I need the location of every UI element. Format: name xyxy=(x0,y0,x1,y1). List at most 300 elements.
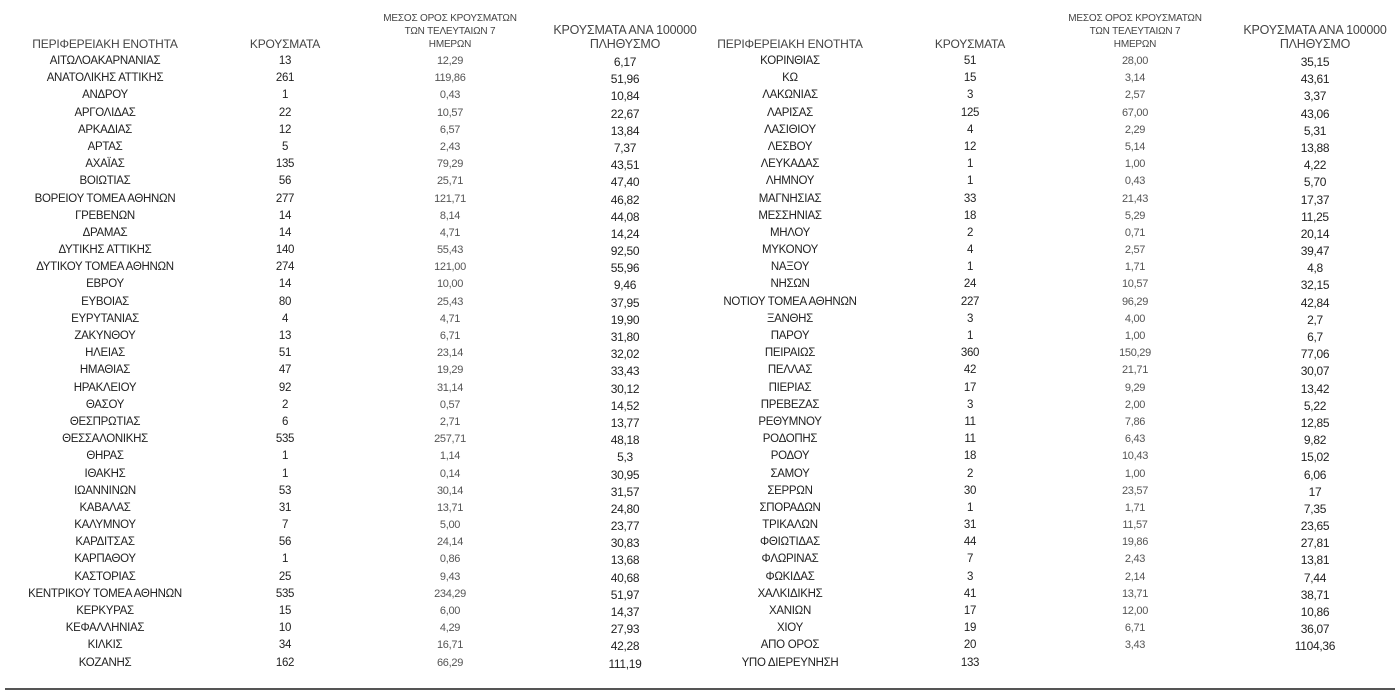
table-row xyxy=(705,518,1400,535)
right-table-header xyxy=(705,6,1400,54)
per100k-cell: 36,07 xyxy=(1300,622,1330,637)
per100k-cell: 51,97 xyxy=(610,587,640,602)
avg7-cell: 257,71 xyxy=(434,433,466,446)
cases-cell: 227 xyxy=(960,295,980,308)
table-row xyxy=(0,656,705,673)
region-cell: ΒΟΙΩΤΙΑΣ xyxy=(79,175,131,188)
cases-cell: 274 xyxy=(275,261,295,274)
cases-cell: 25 xyxy=(278,570,292,583)
region-cell: ΜΗΛΟΥ xyxy=(769,226,811,239)
region-cell: ΙΘΑΚΗΣ xyxy=(84,467,126,480)
table-row xyxy=(705,346,1400,363)
avg7-cell: 13,71 xyxy=(436,501,464,514)
per100k-cell: 5,22 xyxy=(1303,398,1327,413)
right-table xyxy=(705,6,1400,673)
avg7-cell: 1,71 xyxy=(1124,501,1146,514)
avg7-cell: 1,00 xyxy=(1124,158,1146,171)
per100k-cell: 6,7 xyxy=(1307,330,1323,344)
avg7-cell: 1,00 xyxy=(1124,467,1146,480)
table-row xyxy=(0,54,705,71)
region-cell: ΖΑΚΥΝΘΟΥ xyxy=(74,330,136,342)
avg7-cell: 25,71 xyxy=(436,175,464,188)
bottom-rule xyxy=(5,688,1395,690)
cases-cell: 4 xyxy=(966,123,974,136)
per100k-cell: 7,35 xyxy=(1303,501,1327,516)
table-row xyxy=(705,604,1400,621)
avg7-cell: 12,00 xyxy=(1121,605,1149,617)
avg7-cell: 4,71 xyxy=(439,312,461,325)
region-cell: ΠΕΛΛΑΣ xyxy=(767,364,813,377)
avg7-cell: 13,71 xyxy=(1121,587,1149,600)
avg7-cell: 5,00 xyxy=(439,519,461,532)
per100k-cell: 30,83 xyxy=(610,536,640,551)
per100k-cell: 14,52 xyxy=(610,398,640,413)
cases-cell: 14 xyxy=(278,226,292,239)
header-cases: ΚΡΟΥΣΜΑΤΑ xyxy=(934,37,1006,51)
avg7-cell: 0,71 xyxy=(1124,226,1146,239)
table-row xyxy=(705,552,1400,569)
left-table xyxy=(0,6,705,673)
per100k-cell: 46,82 xyxy=(610,192,640,207)
cases-cell: 15 xyxy=(278,605,292,617)
avg7-cell: 31,14 xyxy=(436,381,464,394)
table-row xyxy=(705,432,1400,449)
cases-cell: 12 xyxy=(278,123,292,136)
per100k-cell: 51,96 xyxy=(610,72,640,87)
avg7-cell: 2,29 xyxy=(1124,123,1146,136)
table-row xyxy=(705,192,1400,209)
avg7-cell: 11,57 xyxy=(1122,519,1148,532)
per100k-cell: 24,80 xyxy=(610,501,640,516)
avg7-cell: 79,29 xyxy=(436,158,464,171)
table-row xyxy=(705,174,1400,191)
cases-cell: 2 xyxy=(966,467,974,480)
table-row xyxy=(705,71,1400,88)
per100k-cell: 30,07 xyxy=(1300,364,1330,379)
region-cell: ΘΗΡΑΣ xyxy=(86,450,124,463)
per100k-cell: 39,47 xyxy=(1300,244,1330,259)
cases-cell: 31 xyxy=(278,501,292,514)
region-cell: ΛΕΣΒΟΥ xyxy=(767,140,813,153)
region-cell: ΦΩΚΙΔΑΣ xyxy=(765,570,815,583)
per100k-cell: 13,77 xyxy=(610,415,640,430)
cases-cell: 92 xyxy=(278,381,292,394)
region-cell: ΚΕΝΤΡΙΚΟΥ ΤΟΜΕΑ ΑΘΗΝΩΝ xyxy=(28,587,182,600)
cases-cell: 42 xyxy=(963,364,977,377)
avg7-cell: 28,00 xyxy=(1121,55,1149,67)
cases-cell: 3 xyxy=(966,398,974,411)
per100k-cell: 27,93 xyxy=(610,622,640,637)
region-cell: ΚΟΖΑΝΗΣ xyxy=(78,656,132,669)
region-cell: ΑΡΚΑΔΙΑΣ xyxy=(78,123,132,136)
region-cell: ΒΟΡΕΙΟΥ ΤΟΜΕΑ ΑΘΗΝΩΝ xyxy=(34,192,176,205)
table-row xyxy=(705,381,1400,398)
avg7-cell: 2,00 xyxy=(1124,398,1146,411)
cases-cell: 30 xyxy=(963,484,977,497)
region-cell: ΔΥΤΙΚΟΥ ΤΟΜΕΑ ΑΘΗΝΩΝ xyxy=(36,261,174,274)
region-cell: ΧΙΟΥ xyxy=(777,622,803,635)
table-row xyxy=(705,501,1400,518)
per100k-cell: 27,81 xyxy=(1300,536,1330,551)
cases-cell: 47 xyxy=(278,364,292,377)
header-cases: ΚΡΟΥΣΜΑΤΑ xyxy=(249,37,321,51)
per100k-cell: 7,37 xyxy=(613,140,637,155)
region-cell: ΚΑΡΠΑΘΟΥ xyxy=(74,553,136,566)
per100k-cell: 6,06 xyxy=(1303,467,1327,482)
cases-cell: 18 xyxy=(963,209,977,222)
table-row xyxy=(0,449,705,466)
region-cell: ΣΠΟΡΑΔΩΝ xyxy=(759,501,821,514)
region-cell: ΞΑΝΘΗΣ xyxy=(766,312,813,325)
cases-cell: 56 xyxy=(278,175,292,188)
avg7-cell: 4,71 xyxy=(439,226,461,239)
per100k-cell: 6,17 xyxy=(613,55,637,69)
avg7-cell: 23,14 xyxy=(436,347,464,360)
per100k-cell: 32,02 xyxy=(610,347,640,362)
cases-cell: 41 xyxy=(963,587,977,600)
table-row xyxy=(0,587,705,604)
region-cell: ΠΡΕΒΕΖΑΣ xyxy=(760,398,820,411)
header-avg7: ΜΕΣΟΣ ΟΡΟΣ ΚΡΟΥΣΜΑΤΩΝ ΤΩΝ ΤΕΛΕΥΤΑΙΩΝ 7 ΗΜΕΡΩΝ xyxy=(383,13,517,50)
per100k-cell: 23,77 xyxy=(610,519,640,534)
avg7-cell: 6,57 xyxy=(439,123,461,136)
table-row xyxy=(0,329,705,346)
avg7-cell: 2,57 xyxy=(1124,89,1146,102)
per100k-cell: 55,96 xyxy=(610,261,640,276)
cases-cell: 162 xyxy=(275,656,295,669)
cases-cell: 56 xyxy=(278,536,292,549)
cases-cell: 1 xyxy=(966,158,974,171)
per100k-cell: 38,71 xyxy=(1300,587,1330,602)
cases-cell: 53 xyxy=(278,484,292,497)
cases-cell: 19 xyxy=(963,622,977,635)
per100k-cell: 17 xyxy=(1308,484,1322,499)
table-row xyxy=(705,157,1400,174)
cases-cell: 15 xyxy=(963,72,977,85)
region-cell: ΦΛΩΡΙΝΑΣ xyxy=(761,553,819,566)
avg7-cell: 2,57 xyxy=(1124,244,1146,257)
cases-cell: 80 xyxy=(278,295,292,308)
per100k-cell: 43,61 xyxy=(1300,72,1330,87)
per100k-cell: 44,08 xyxy=(610,209,640,224)
table-row xyxy=(705,587,1400,604)
cases-cell: 133 xyxy=(960,656,980,669)
table-row xyxy=(705,329,1400,346)
table-row xyxy=(705,243,1400,260)
table-row xyxy=(0,398,705,415)
avg7-cell: 4,00 xyxy=(1124,312,1146,325)
table-row xyxy=(0,123,705,140)
per100k-cell: 30,12 xyxy=(610,381,640,396)
table-row xyxy=(0,277,705,294)
avg7-cell: 6,43 xyxy=(1124,433,1146,446)
table-row xyxy=(0,638,705,655)
table-row xyxy=(705,226,1400,243)
per100k-cell: 9,82 xyxy=(1303,433,1327,448)
avg7-cell: 6,71 xyxy=(1124,622,1146,635)
per100k-cell: 4,22 xyxy=(1303,158,1327,173)
region-cell: ΗΛΕΙΑΣ xyxy=(85,347,125,360)
cases-cell: 11 xyxy=(964,415,976,428)
avg7-cell: 21,71 xyxy=(1121,364,1149,377)
cases-cell: 1 xyxy=(281,553,289,566)
per100k-cell: 13,68 xyxy=(610,553,640,568)
cases-cell: 4 xyxy=(281,312,289,325)
per100k-cell: 2,7 xyxy=(1307,312,1323,327)
avg7-cell: 0,43 xyxy=(1124,175,1146,188)
per100k-cell: 19,90 xyxy=(610,312,640,327)
region-cell: ΚΑΡΔΙΤΣΑΣ xyxy=(75,536,135,549)
region-cell: ΣΕΡΡΩΝ xyxy=(767,484,813,497)
avg7-cell: 8,14 xyxy=(439,209,461,222)
avg7-cell: 96,29 xyxy=(1121,295,1149,308)
table-row xyxy=(0,226,705,243)
avg7-cell: 10,00 xyxy=(436,278,464,291)
region-cell: ΑΝΔΡΟΥ xyxy=(82,89,128,102)
avg7-cell: 3,43 xyxy=(1124,639,1146,652)
table-row xyxy=(705,449,1400,466)
region-cell: ΘΕΣΠΡΩΤΙΑΣ xyxy=(69,415,141,428)
cases-cell: 34 xyxy=(278,639,292,652)
per100k-cell: 13,81 xyxy=(1300,553,1330,568)
cases-cell: 1 xyxy=(281,467,289,480)
per100k-cell: 32,15 xyxy=(1300,278,1330,293)
avg7-cell: 16,71 xyxy=(436,639,464,652)
avg7-cell: 30,14 xyxy=(436,484,464,497)
region-cell: ΑΡΓΟΛΙΔΑΣ xyxy=(74,106,136,119)
region-cell: ΚΕΦΑΛΛΗΝΙΑΣ xyxy=(65,622,145,635)
cases-cell: 3 xyxy=(966,89,974,102)
region-cell: ΜΑΓΝΗΣΙΑΣ xyxy=(758,192,822,205)
region-cell: ΜΕΣΣΗΝΙΑΣ xyxy=(758,209,822,222)
avg7-cell: 2,14 xyxy=(1124,570,1146,583)
region-cell: ΝΑΞΟΥ xyxy=(770,261,810,274)
avg7-cell: 9,43 xyxy=(439,570,461,583)
region-cell: ΧΑΛΚΙΔΙΚΗΣ xyxy=(757,587,823,600)
per100k-cell: 12,85 xyxy=(1300,415,1330,430)
table-row xyxy=(0,363,705,380)
cases-cell: 1 xyxy=(281,89,289,102)
header-region: ΠΕΡΙΦΕΡΕΙΑΚΗ ΕΝΟΤΗΤΑ xyxy=(717,37,863,51)
avg7-cell: 121,71 xyxy=(434,192,466,205)
per100k-cell: 23,65 xyxy=(1300,519,1330,534)
avg7-cell: 5,14 xyxy=(1124,140,1146,153)
table-row xyxy=(0,518,705,535)
cases-cell: 6 xyxy=(281,415,289,428)
per100k-cell: 22,67 xyxy=(610,106,640,121)
table-row xyxy=(705,209,1400,226)
region-cell: ΡΟΔΟΥ xyxy=(770,450,810,463)
per100k-cell: 31,57 xyxy=(610,484,640,499)
avg7-cell: 19,86 xyxy=(1121,536,1149,549)
cases-cell: 14 xyxy=(278,209,292,222)
per100k-cell: 5,3 xyxy=(617,450,633,465)
cases-cell: 17 xyxy=(963,381,977,394)
table-row xyxy=(705,140,1400,157)
table-row xyxy=(0,243,705,260)
cases-cell: 31 xyxy=(963,519,977,532)
per100k-cell: 9,46 xyxy=(613,278,637,293)
region-cell: ΑΠΟ ΟΡΟΣ xyxy=(760,639,820,652)
per100k-cell: 37,95 xyxy=(610,295,640,310)
avg7-cell: 10,43 xyxy=(1121,450,1149,463)
header-region: ΠΕΡΙΦΕΡΕΙΑΚΗ ΕΝΟΤΗΤΑ xyxy=(32,37,178,51)
avg7-cell: 9,29 xyxy=(1124,381,1146,394)
region-cell: ΗΜΑΘΙΑΣ xyxy=(79,364,131,377)
cases-cell: 51 xyxy=(278,347,292,360)
table-row xyxy=(705,656,1400,673)
per100k-cell: 13,42 xyxy=(1300,381,1330,396)
per100k-cell: 10,86 xyxy=(1300,605,1330,619)
per100k-cell: 43,51 xyxy=(610,158,640,173)
per100k-cell: 14,37 xyxy=(610,605,640,619)
region-cell: ΑΝΑΤΟΛΙΚΗΣ ΑΤΤΙΚΗΣ xyxy=(46,72,164,85)
table-row xyxy=(705,535,1400,552)
avg7-cell: 12,29 xyxy=(436,55,464,67)
avg7-cell: 5,29 xyxy=(1124,209,1146,222)
region-cell: ΚΙΛΚΙΣ xyxy=(87,639,123,652)
table-row xyxy=(0,140,705,157)
per100k-cell: 43,06 xyxy=(1300,106,1330,121)
avg7-cell: 19,29 xyxy=(436,364,464,377)
table-row xyxy=(0,157,705,174)
table-row xyxy=(0,312,705,329)
per100k-cell: 10,84 xyxy=(610,89,640,104)
cases-cell: 4 xyxy=(966,244,974,257)
region-cell: ΜΥΚΟΝΟΥ xyxy=(762,244,818,257)
avg7-cell: 7,86 xyxy=(1124,415,1146,428)
per100k-cell: 5,31 xyxy=(1303,123,1327,138)
avg7-cell: 2,71 xyxy=(439,415,461,428)
cases-cell: 5 xyxy=(281,140,289,153)
table-row xyxy=(0,552,705,569)
per100k-cell: 48,18 xyxy=(610,433,640,448)
region-cell: ΛΑΣΙΘΙΟΥ xyxy=(764,123,816,136)
table-row xyxy=(0,467,705,484)
cases-cell: 18 xyxy=(963,450,977,463)
per100k-cell: 20,14 xyxy=(1300,226,1330,241)
table-row xyxy=(705,295,1400,312)
avg7-cell: 234,29 xyxy=(434,587,466,600)
cases-cell: 12 xyxy=(963,140,977,153)
cases-cell: 2 xyxy=(281,398,289,411)
table-row xyxy=(705,415,1400,432)
left-table-body xyxy=(0,54,705,673)
table-row xyxy=(705,54,1400,71)
right-table-body xyxy=(705,54,1400,673)
region-cell: ΧΑΝΙΩΝ xyxy=(769,605,811,617)
cases-cell: 1 xyxy=(966,501,974,514)
cases-cell: 13 xyxy=(278,330,292,342)
avg7-cell: 3,14 xyxy=(1124,72,1146,85)
avg7-cell: 10,57 xyxy=(1121,278,1149,291)
cases-cell: 7 xyxy=(281,519,289,532)
cases-cell: 22 xyxy=(278,106,292,119)
cases-cell: 10 xyxy=(278,622,292,635)
per100k-cell: 15,02 xyxy=(1300,450,1330,465)
cases-cell: 13 xyxy=(278,55,292,67)
table-row xyxy=(0,71,705,88)
avg7-cell: 10,57 xyxy=(436,106,464,119)
avg7-cell: 4,29 xyxy=(439,622,461,635)
region-cell: ΑΙΤΩΛΟΑΚΑΡΝΑΝΙΑΣ xyxy=(49,55,161,67)
cases-cell: 33 xyxy=(963,192,977,205)
region-cell: ΚΑΒΑΛΑΣ xyxy=(79,501,131,514)
avg7-cell: 6,00 xyxy=(439,605,461,617)
avg7-cell: 0,86 xyxy=(439,553,461,566)
avg7-cell: 1,71 xyxy=(1124,261,1146,274)
avg7-cell: 6,71 xyxy=(439,330,461,342)
region-cell: ΤΡΙΚΑΛΩΝ xyxy=(762,519,818,532)
table-row xyxy=(0,295,705,312)
cases-cell: 125 xyxy=(960,106,980,119)
table-row xyxy=(0,106,705,123)
cases-cell: 2 xyxy=(966,226,974,239)
region-cell: ΚΑΛΥΜΝΟΥ xyxy=(74,519,136,532)
avg7-cell: 25,43 xyxy=(436,295,464,308)
avg7-cell: 119,86 xyxy=(434,72,466,85)
table-row xyxy=(705,638,1400,655)
per100k-cell: 92,50 xyxy=(610,244,640,259)
cases-cell: 24 xyxy=(963,278,977,291)
header-per100k: ΚΡΟΥΣΜΑΤΑ ΑΝΑ 100000 ΠΛΗΘΥΣΜΟ xyxy=(1243,23,1387,51)
table-row xyxy=(0,432,705,449)
per100k-cell: 7,44 xyxy=(1303,570,1327,585)
cases-cell: 3 xyxy=(966,312,974,325)
cases-cell: 14 xyxy=(278,278,292,291)
region-cell: ΠΙΕΡΙΑΣ xyxy=(768,381,812,394)
avg7-cell: 2,43 xyxy=(439,140,461,153)
region-cell: ΛΗΜΝΟΥ xyxy=(765,175,815,188)
table-row xyxy=(0,381,705,398)
per100k-cell: 3,37 xyxy=(1303,89,1327,104)
region-cell: ΛΕΥΚΑΔΑΣ xyxy=(760,158,820,171)
avg7-cell: 55,43 xyxy=(436,244,464,257)
region-cell: ΚΩ xyxy=(782,72,798,85)
cases-cell: 1 xyxy=(966,175,974,188)
avg7-cell: 2,43 xyxy=(1124,553,1146,566)
per100k-cell: 5,70 xyxy=(1303,175,1327,190)
region-cell: ΝΗΣΩΝ xyxy=(770,278,810,291)
table-row xyxy=(705,312,1400,329)
header-per100k: ΚΡΟΥΣΜΑΤΑ ΑΝΑ 100000 ΠΛΗΘΥΣΜΟ xyxy=(553,23,697,51)
cases-cell: 44 xyxy=(963,536,977,549)
per100k-cell: 1104,36 xyxy=(1294,639,1336,654)
cases-cell: 360 xyxy=(960,347,980,360)
table-row xyxy=(705,621,1400,638)
region-cell: ΚΟΡΙΝΘΙΑΣ xyxy=(760,55,820,67)
region-cell: ΔΥΤΙΚΗΣ ΑΤΤΙΚΗΣ xyxy=(58,244,152,257)
table-row xyxy=(0,570,705,587)
table-row xyxy=(705,277,1400,294)
avg7-cell: 24,14 xyxy=(436,536,464,549)
region-cell: ΛΑΚΩΝΙΑΣ xyxy=(762,89,818,102)
per100k-cell: 111,19 xyxy=(608,656,642,671)
per100k-cell: 42,28 xyxy=(610,639,640,654)
avg7-cell: 0,57 xyxy=(439,398,461,411)
region-cell: ΝΟΤΙΟΥ ΤΟΜΕΑ ΑΘΗΝΩΝ xyxy=(723,295,857,308)
avg7-cell: 1,14 xyxy=(439,450,461,463)
region-cell: ΕΥΒΟΙΑΣ xyxy=(81,295,129,308)
avg7-cell: 0,43 xyxy=(439,89,461,102)
region-cell: ΙΩΑΝΝΙΝΩΝ xyxy=(74,484,136,497)
cases-cell: 535 xyxy=(275,433,295,446)
table-row xyxy=(705,123,1400,140)
table-row xyxy=(705,467,1400,484)
region-cell: ΚΕΡΚΥΡΑΣ xyxy=(76,605,134,617)
region-cell: ΑΡΤΑΣ xyxy=(87,140,123,153)
cases-cell: 11 xyxy=(964,433,976,446)
